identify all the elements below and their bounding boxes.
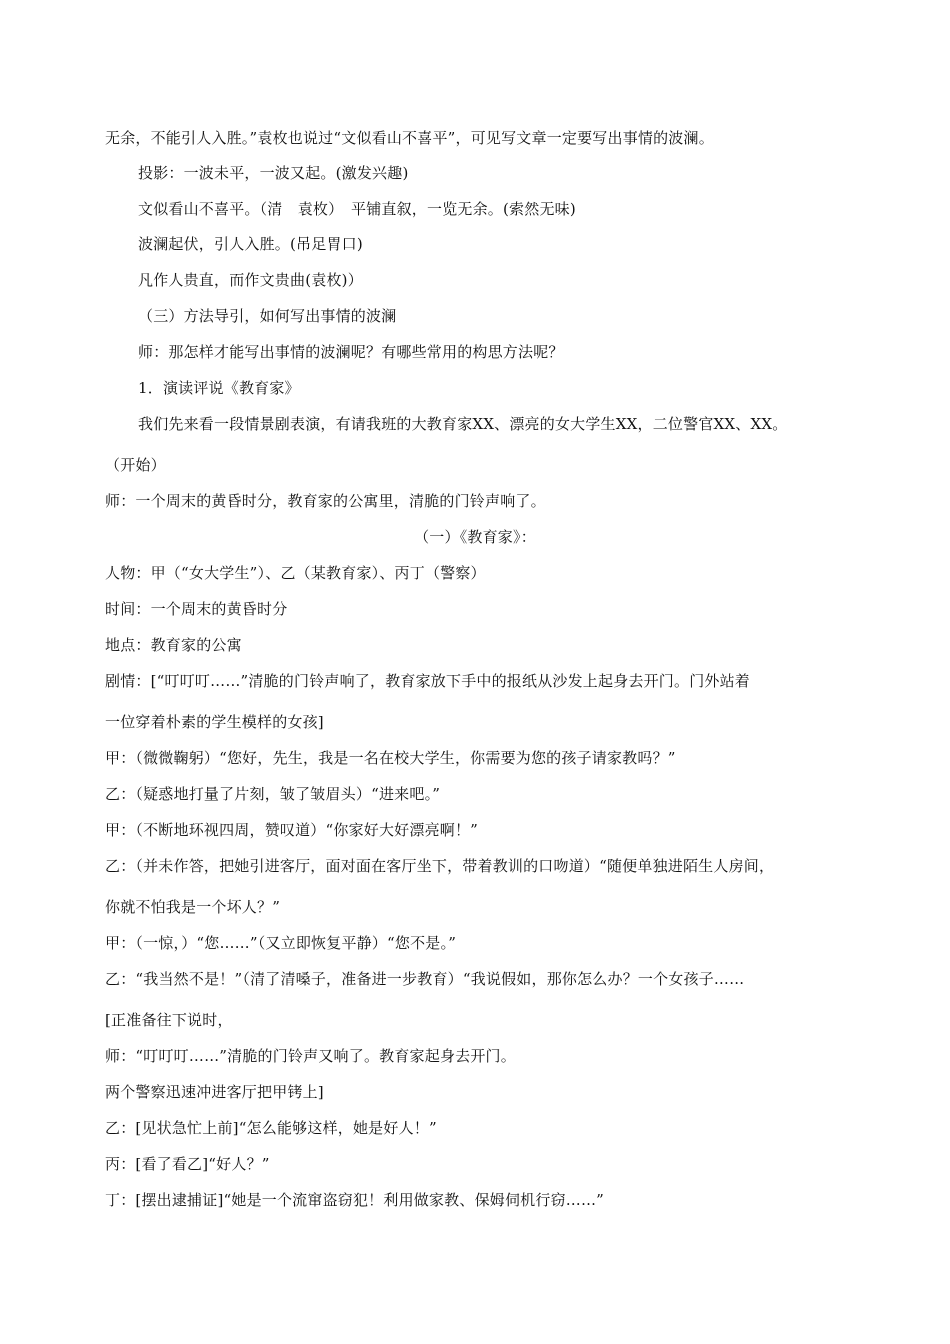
- script-line: [正准备往下说时，: [105, 1011, 233, 1029]
- script-line: 甲：（一惊，）“您……”（又立即恢复平静）“您不是。”: [105, 934, 457, 952]
- paragraph-line: 投影：一波未平，一波又起。(激发兴趣): [138, 164, 409, 182]
- script-line: 人物：甲（“女大学生”）、乙（某教育家）、丙丁（警察）: [105, 564, 486, 582]
- script-line: 两个警察迅速冲进客厅把甲铐上]: [105, 1083, 324, 1101]
- script-line: 剧情：[“叮叮叮……”清脆的门铃声响了，教育家放下手中的报纸从沙发上起身去开门。门外站着: [105, 672, 750, 690]
- script-line: 一位穿着朴素的学生模样的女孩]: [105, 713, 324, 731]
- script-line: 时间：一个周末的黄昏时分: [105, 600, 288, 618]
- paragraph-line: 师：一个周末的黄昏时分，教育家的公寓里，清脆的门铃声响了。: [105, 492, 546, 510]
- paragraph-line: （开始）: [105, 456, 166, 474]
- script-line: 甲：（微微鞠躬）“您好，先生，我是一名在校大学生，你需要为您的孩子请家教吗？”: [105, 749, 676, 767]
- script-line: 丁：[摆出逮捕证]“她是一个流窜盗窃犯！利用做家教、保姆伺机行窃……”: [105, 1191, 605, 1209]
- paragraph-line: 凡作人贵直，而作文贵曲(袁枚)）: [138, 271, 363, 289]
- script-line: 乙：（并未作答，把她引进客厅，面对面在客厅坐下，带着教训的口吻道）“随便单独进陌生人房间，: [105, 857, 775, 875]
- play-title: （一）《教育家》：: [414, 528, 536, 546]
- paragraph-line: 文似看山不喜平。（清 袁枚） 平铺直叙，一览无余。(索然无味): [138, 200, 576, 218]
- script-line: 乙：“我当然不是！”（清了清嗓子，准备进一步教育）“我说假如，那你怎么办？一个女孩子……: [105, 970, 745, 988]
- script-line: 乙：[见状急忙上前]“怎么能够这样，她是好人！”: [105, 1119, 437, 1137]
- script-line: 丙：[看了看乙]“好人？”: [105, 1155, 270, 1173]
- script-line: 甲：（不断地环视四周，赞叹道）“你家好大好漂亮啊！”: [105, 821, 479, 839]
- paragraph-line: 无余，不能引人入胜。”袁枚也说过“文似看山不喜平”，可见写文章一定要写出事情的波澜。: [105, 129, 714, 147]
- paragraph-line: 我们先来看一段情景剧表演，有请我班的大教育家XX、漂亮的女大学生XX，二位警官XX、XX。: [138, 415, 788, 433]
- script-line: 地点：教育家的公寓: [105, 636, 242, 654]
- script-line: 乙：（疑惑地打量了片刻，皱了皱眉头）“进来吧。”: [105, 785, 441, 803]
- script-line: 你就不怕我是一个坏人？”: [105, 898, 281, 916]
- script-line: 师：“叮叮叮……”清脆的门铃声又响了。教育家起身去开门。: [105, 1047, 516, 1065]
- paragraph-line: 波澜起伏，引人入胜。(吊足胃口): [138, 235, 363, 253]
- subsection-heading: 1．演读评说《教育家》: [138, 379, 300, 397]
- paragraph-line: 师：那怎样才能写出事情的波澜呢？有哪些常用的构思方法呢？: [138, 343, 564, 361]
- section-heading: （三）方法导引，如何写出事情的波澜: [138, 307, 397, 325]
